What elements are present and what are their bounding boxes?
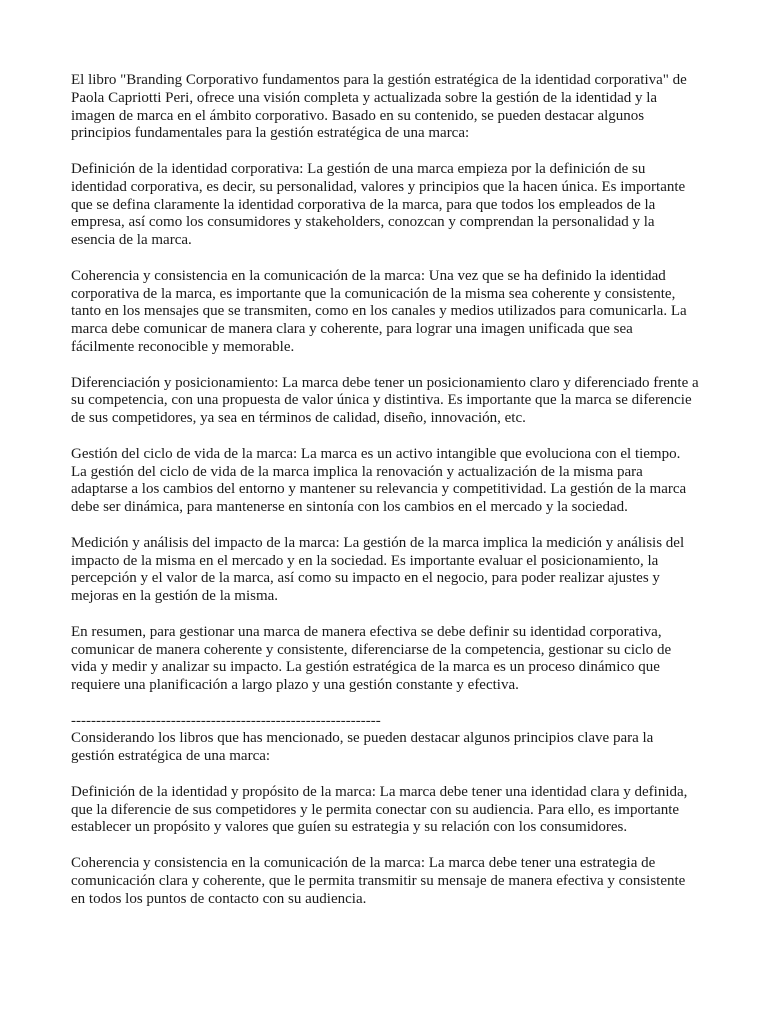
paragraph-considerando: Considerando los libros que has mencionado, se pueden destacar algunos principios clave para la gestión estratégica de una marca: <box>71 730 654 765</box>
section-separator: -------------------------------------------------------------- <box>71 712 381 729</box>
document-page <box>71 72 699 926</box>
paragraph-identidad-proposito: Definición de la identidad y propósito de la marca: La marca debe tener una identidad clara y definida, que la diferencie de sus competidores y le permita conectar con su audiencia. Para ello, es importante establecer un propósito y valores que guíen su estrategia y su relación con los consumidores. <box>71 783 688 836</box>
paragraph-diferenciacion: Diferenciación y posicionamiento: La marca debe tener un posicionamiento claro y diferenciado frente a su competencia, con una propuesta de valor única y distintiva. Es importante que la marca se diferencie de sus competidores, ya sea en términos de calidad, diseño, innovación, etc. <box>71 374 699 427</box>
paragraph-medicion: Medición y análisis del impacto de la marca: La gestión de la marca implica la medición y análisis del impacto de la misma en el mercado y en la sociedad. Es importante evaluar el posicionamiento, la percepción y el valor de la marca, así como su impacto en el negocio, para poder realizar ajustes y mejoras en la gestión de la misma. <box>71 534 685 605</box>
paragraph-coherencia-comunicacion: Coherencia y consistencia en la comunicación de la marca: Una vez que se ha definido la identidad corporativa de la marca, es importante que la comunicación de la misma sea coherente y consistente, tanto en los mensajes que se transmiten, como en los canales y medios utilizados para comunicarla. La marca debe comunicar de manera clara y coherente, para lograr una imagen unificada que sea fácilmente reconocible y memorable. <box>71 267 687 355</box>
paragraph-coherencia-estrategia: Coherencia y consistencia en la comunicación de la marca: La marca debe tener una estrategia de comunicación clara y coherente, que le permita transmitir su mensaje de manera efectiva y consistente en todos los puntos de contacto con su audiencia. <box>71 855 686 907</box>
paragraph-ciclo-de-vida: Gestión del ciclo de vida de la marca: La marca es un activo intangible que evoluciona con el tiempo. La gestión del ciclo de vida de la marca implica la renovación y actualización de la misma para adaptarse a los cambios del entorno y mantener su relevancia y competitividad. La gestión de la marca debe ser dinámica, para mantenerse en sintonía con los cambios en el mercado y la sociedad. <box>71 445 687 516</box>
paragraph-identidad-corporativa: Definición de la identidad corporativa: La gestión de una marca empieza por la definición de su identidad corporativa, es decir, su personalidad, valores y principios que la hacen única. Es importante que se defina claramente la identidad corporativa de la marca, para que todos los empleados de la empresa, así como los consumidores y stakeholders, conozcan y comprendan la personalidad y la esencia de la marca. <box>71 160 686 249</box>
paragraph-resumen: En resumen, para gestionar una marca de manera efectiva se debe definir su identidad corporativa, comunicar de manera coherente y consistente, diferenciarse de la competencia, gestionar su ciclo de vida y medir y analizar su impacto. La gestión estratégica de la marca es un proceso dinámico que requiere una planificación a largo plazo y una gestión constante y efectiva. <box>71 623 672 694</box>
paragraph-intro: El libro "Branding Corporativo fundamentos para la gestión estratégica de la identidad corporativa" de Paola Capriotti Peri, ofrece una visión completa y actualizada sobre la gestión de la identidad y la imagen de marca en el ámbito corporativo. Basado en su contenido, se pueden destacar algunos principios fundamentales para la gestión estratégica de una marca: <box>71 72 687 142</box>
